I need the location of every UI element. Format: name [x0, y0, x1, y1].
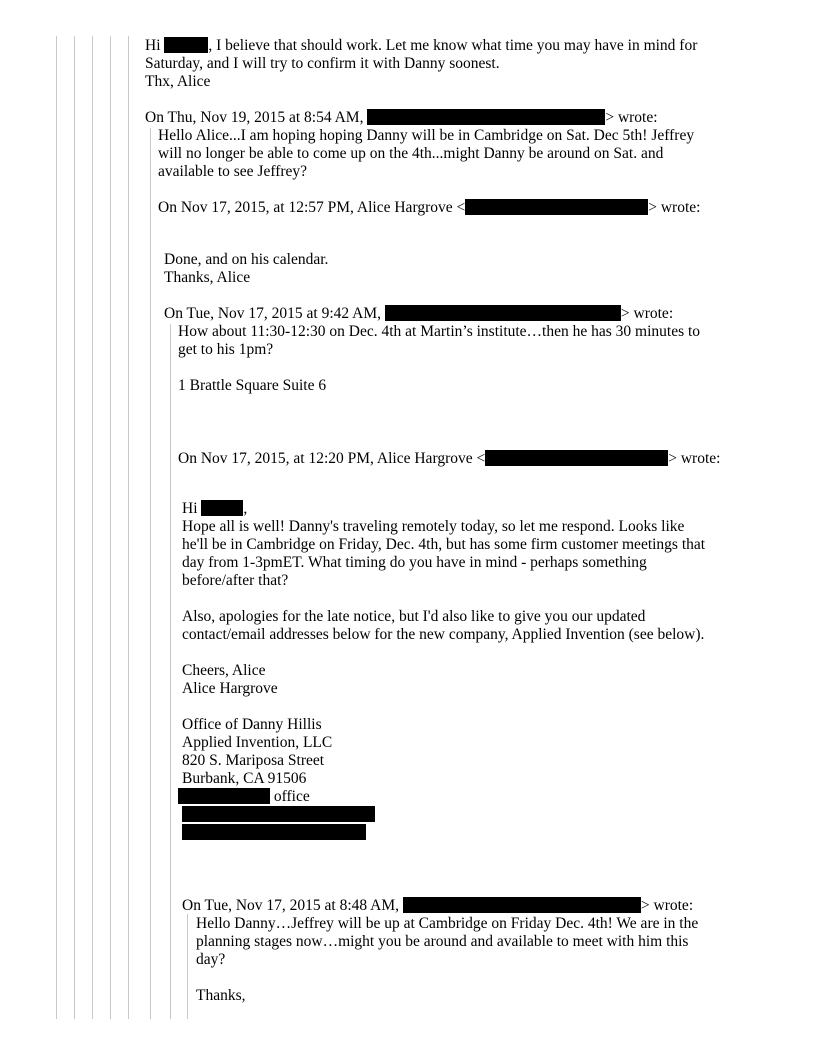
quote-header: On Nov 17, 2015, at 12:20 PM, Alice Hargrove < > wrote: — [178, 450, 721, 467]
quote-bar — [187, 914, 188, 1019]
quoted-message: Hi , Hope all is well! Danny's traveling remotely today, so let me respond. Looks like he'll be in Cambridge on Friday, Dec. 4th, but has some firm customer meetings that day from 1-3pmET. What timing do you have in mind - perhaps something before/after that? Also, apologies for the late notice, but I'd also like to give you our updated contact/email addresses below for the new company, Applied Invention (see below). Cheers, Alice Alice Hargrove Office of Danny Hillis Applied Invention, LLC 820 S. Mariposa Street Burbank, CA 91506 office — [182, 500, 705, 842]
redaction — [465, 199, 648, 215]
quoted-message: Hello Danny…Jeffrey will be up at Cambridge on Friday Dec. 4th! We are in the planning stages now…might you be around and available to meet with him this day? Thanks, — [196, 915, 699, 1004]
quote-header: On Tue, Nov 17, 2015 at 8:48 AM, > wrote: — [182, 897, 694, 914]
redaction — [182, 806, 375, 822]
thread-line — [92, 36, 93, 1019]
reply-text: Hi — [145, 37, 165, 54]
quote-bar — [150, 128, 151, 1019]
redaction — [178, 788, 270, 804]
quote-header: On Thu, Nov 19, 2015 at 8:54 AM, > wrote: — [145, 109, 658, 126]
redaction — [182, 824, 366, 840]
redaction — [403, 897, 641, 913]
reply-text: , I believe that should work. Let me know what time you may have in mind for — [208, 37, 698, 54]
redaction — [367, 109, 605, 125]
thread-line — [74, 36, 75, 1019]
quoted-message: Done, and on his calendar. Thanks, Alice — [164, 251, 329, 286]
reply-message — [145, 37, 697, 91]
redaction — [201, 500, 243, 516]
quote-bar — [170, 324, 171, 1019]
redaction — [485, 450, 668, 466]
redaction — [164, 37, 208, 53]
quoted-message: Hello Alice...I am hoping hoping Danny will be in Cambridge on Sat. Dec 5th! Jeffrey will no longer be able to come up on the 4th...might Danny be around on Sat. and available to see Jeffrey? — [158, 127, 695, 180]
reply-text: Saturday, and I will try to confirm it with Danny soonest. — [145, 55, 500, 72]
quoted-message: How about 11:30-12:30 on Dec. 4th at Martin’s institute…then he has 30 minutes to get to his 1pm? 1 Brattle Square Suite 6 — [178, 323, 701, 394]
redaction — [385, 305, 621, 321]
quote-header: On Nov 17, 2015, at 12:57 PM, Alice Hargrove < > wrote: — [158, 199, 701, 216]
reply-signature: Thx, Alice — [145, 73, 211, 90]
thread-line — [110, 36, 111, 1019]
thread-line — [56, 36, 57, 1019]
thread-line — [128, 36, 129, 1019]
quote-header: On Tue, Nov 17, 2015 at 9:42 AM, > wrote: — [164, 305, 674, 322]
